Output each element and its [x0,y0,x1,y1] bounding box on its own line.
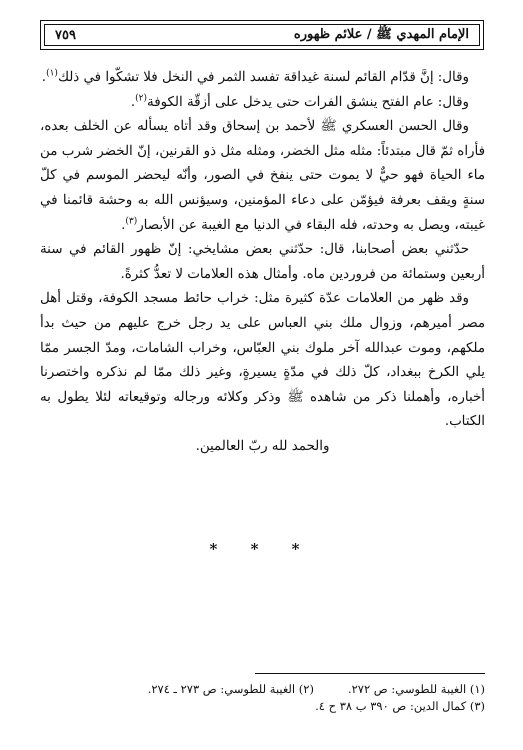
footnote-2: (٢) الغيبة للطوسي: ص ٢٧٣ ـ ٢٧٤. [147,682,314,696]
footnote-ref-2: (٢) [135,93,148,104]
footnote-3: (٣) كمال الدين: ص ٣٩٠ ب ٣٨ ح ٤. [315,699,485,713]
paragraph-3: وقال الحسن العسكري ﷺ لأحمد بن إسحاق وقد أتاه يسأله عن الخلف بعده، فأراه ثمّ قال مبتدئاً: مثله مثل الخضر، ومثله مثل ذو القرنين، إنّ الخضر شرب من ماء الحياة فهو حيٌّ لا يموت حتى ينفخ في الصور، وأنّه ليحضر الموسم في كلّ سنةٍ ويقف بعرفة فيؤمّن على دعاء المؤمنين، وسيؤنس الله به وحشة قائمنا في غيبته، ويصل به وحدته، فله البقاء في الدنيا مع الغيبة عن الأبصار$^{(٣)}$. [40,119,485,233]
page-number: ٧٥٩ [55,27,76,43]
section-separator: * * * [209,540,314,558]
paragraph-5: وقد ظهر من العلامات عدّة كثيرة مثل: خراب حائط مسجد الكوفة، وقتل أهل مصر أميرهم، وزوال ملك بني العباس على يد رجل خرج عليهم من حيث بدأ ملكهم، وموت عبدالله آخر ملوك بني العبّاس، وخراب الشامات، ومدّ الجسر ممّا يلي الكرخ ببغداد، كلّ ذلك في مدّةٍ يسيرةٍ، وغير ذلك ممّا لم نذكره واختصرنا أخباره، وأهملنا ذكر من شاهده ﷺ وذكر وكلائه ورجاله وتوقيعاته لئلا يطول به الكتاب. [40,291,485,430]
paragraph-1-text: وقال: إنَّ قدّام القائم لسنة غيداقة تفسد الثمر في النخل فلا تشكّوا في ذلك [57,70,469,85]
closing-line: والحمد لله ربّ العالمين. [195,438,330,454]
paragraph-2-text: وقال: عام الفتح ينشق الفرات حتى يدخل على أزقّة الكوفة [147,94,469,110]
footnote-1: (١) الغيبة للطوسي: ص ٢٧٢. [347,682,485,696]
footnote-ref-1: (١) [46,68,58,79]
paragraph-1: وقال: إنَّ قدّام القائم لسنة غيداقة تفسد الثمر في النخل فلا تشكّوا في ذلك$^{(١)}$. [41,68,469,85]
running-header [44,24,480,46]
running-header-title: الإمام المهدي ﷺ / علائم ظهوره [293,26,469,42]
paragraph-3-text: وقال الحسن العسكري ﷺ لأحمد بن إسحاق وقد أتاه يسأله عن الخلف بعده، فأراه ثمّ قال مبتدئاً: مثله مثل الخضر، ومثله مثل ذو القرنين، إنّ الخضر شرب من ماء الحياة فهو حيٌّ لا يموت حتى ينفخ في الصور، وأنّه ليحضر الموسم في كلّ سنةٍ ويقف بعرفة فيؤمّن على دعاء المؤمنين، وسيؤنس الله به وحشة قائمنا في غيبته، ويصل به وحدته، فله البقاء في الدنيا مع الغيبة عن الأبصار [40,119,485,233]
footnotes [40,681,485,715]
footnote-ref-3: (٣) [125,216,138,227]
paragraph-4: حدّثني بعض أصحابنا، قال: حدّثني بعض مشايخي: إنّ ظهور القائم في سنة أربعين وستمائة من فروردين ماه. وأمثال هذه العلامات لا تعدُّ كثرةً. [40,242,485,282]
footnote-row-2 [40,698,485,715]
footnote-rule [255,673,485,674]
footnote-row-1 [40,681,485,698]
page-body [40,66,485,460]
paragraph-2: وقال: عام الفتح ينشق الفرات حتى يدخل على أزقّة الكوفة$^{(٢)}$. [130,93,469,110]
running-header-frame [40,20,484,50]
